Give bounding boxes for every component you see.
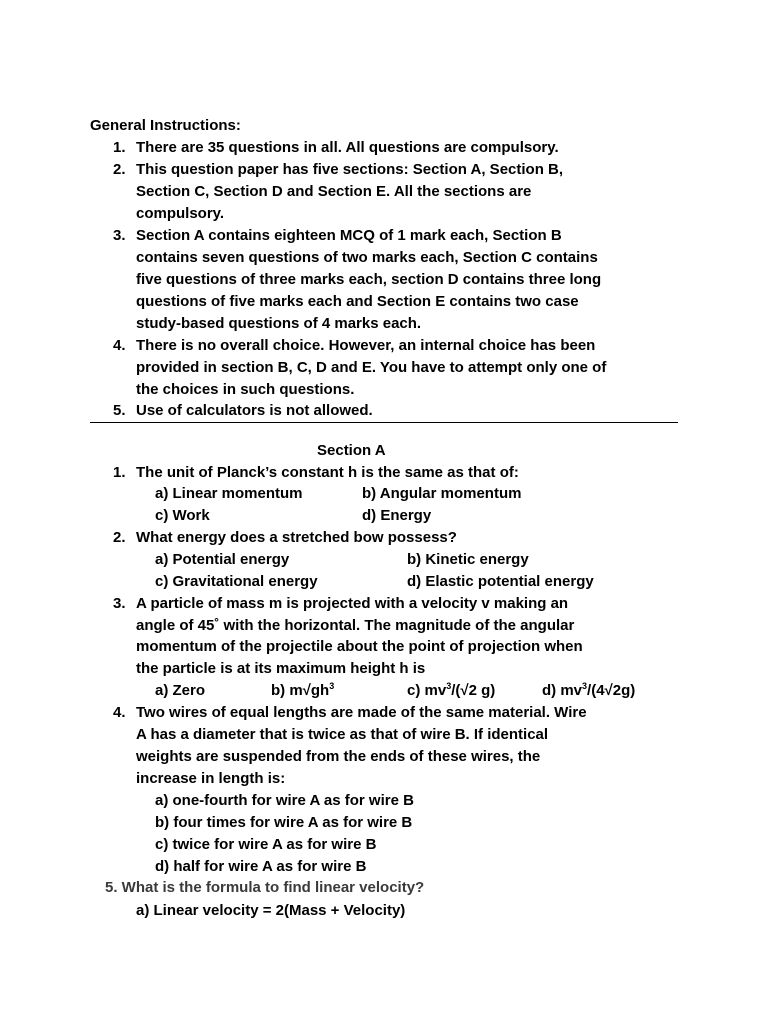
question-2-num: 2.: [113, 529, 126, 546]
question-2-option-b: b) Kinetic energy: [407, 551, 529, 568]
instruction-3-num: 3.: [113, 227, 126, 244]
instruction-5-num: 5.: [113, 402, 126, 419]
instruction-3-line: contains seven questions of two marks each, Section C contains: [136, 249, 598, 266]
instruction-1-num: 1.: [113, 139, 126, 156]
instruction-2-line: Section C, Section D and Section E. All the sections are: [136, 183, 532, 200]
section-divider: [90, 422, 678, 423]
question-5-text: 5. What is the formula to find linear velocity?: [105, 879, 425, 896]
question-4-line: A has a diameter that is twice as that of wire B. If identical: [136, 726, 549, 743]
question-3-line: angle of 45˚ with the horizontal. The magnitude of the angular: [136, 617, 575, 634]
question-3-option-b: b) $m√gh^3$: [271, 681, 335, 699]
question-3-option-a: a) Zero: [155, 682, 206, 699]
question-3-num: 3.: [113, 595, 126, 612]
question-3-line: A particle of mass m is projected with a velocity v making an: [136, 595, 569, 612]
instruction-3-line: questions of five marks each and Section E contains two case: [136, 293, 579, 310]
question-4-line: increase in length is:: [136, 770, 286, 787]
question-2-text: What energy does a stretched bow possess?: [136, 529, 457, 546]
instruction-2-line: compulsory.: [136, 205, 225, 222]
question-2-option-a: a) Potential energy: [155, 551, 290, 568]
question-3-line: momentum of the projectile about the point of projection when: [136, 638, 583, 655]
question-1-option-a: a) Linear momentum: [155, 485, 303, 502]
question-5-option-a: a) Linear velocity = 2(Mass + Velocity): [136, 902, 406, 919]
instruction-2-num: 2.: [113, 161, 126, 178]
question-1-num: 1.: [113, 464, 126, 481]
instruction-3-line: study-based questions of 4 marks each.: [136, 315, 422, 332]
question-3-option-c: c) $mv^3/(√2$ g): [407, 681, 496, 699]
question-4-option-d: d) half for wire A as for wire B: [155, 858, 367, 875]
instruction-2-line: This question paper has five sections: Section A, Section B,: [136, 161, 564, 178]
question-1-option-d: d) Energy: [362, 507, 432, 524]
question-4-option-a: a) one-fourth for wire A as for wire B: [155, 792, 414, 809]
instruction-4-line: There is no overall choice. However, an internal choice has been: [136, 337, 596, 354]
question-4-option-c: c) twice for wire A as for wire B: [155, 836, 377, 853]
section-a-title: Section A: [317, 442, 386, 459]
question-1-text: The unit of Planck’s constant h is the same as that of:: [136, 464, 519, 481]
instruction-4-line: the choices in such questions.: [136, 381, 355, 398]
question-4-line: Two wires of equal lengths are made of the same material. Wire: [136, 704, 587, 721]
instruction-5-line: Use of calculators is not allowed.: [136, 402, 373, 419]
question-2-option-d: d) Elastic potential energy: [407, 573, 594, 590]
question-4-option-b: b) four times for wire A as for wire B: [155, 814, 413, 831]
instruction-4-num: 4.: [113, 337, 126, 354]
instruction-3-line: five questions of three marks each, section D contains three long: [136, 271, 602, 288]
instruction-1-line: There are 35 questions in all. All questions are compulsory.: [136, 139, 559, 156]
question-4-num: 4.: [113, 704, 126, 721]
instructions-title: General Instructions:: [90, 117, 241, 134]
question-2-option-c: c) Gravitational energy: [155, 573, 318, 590]
question-4-line: weights are suspended from the ends of these wires, the: [136, 748, 541, 765]
question-3-option-d: d) $mv^3/(4√2g)$: [542, 681, 636, 699]
instruction-3-line: Section A contains eighteen MCQ of 1 mark each, Section B: [136, 227, 562, 244]
question-1-option-c: c) Work: [155, 507, 210, 524]
question-3-line: the particle is at its maximum height h is: [136, 660, 426, 677]
instruction-4-line: provided in section B, C, D and E. You have to attempt only one of: [136, 359, 607, 376]
question-1-option-b: b) Angular momentum: [362, 485, 522, 502]
